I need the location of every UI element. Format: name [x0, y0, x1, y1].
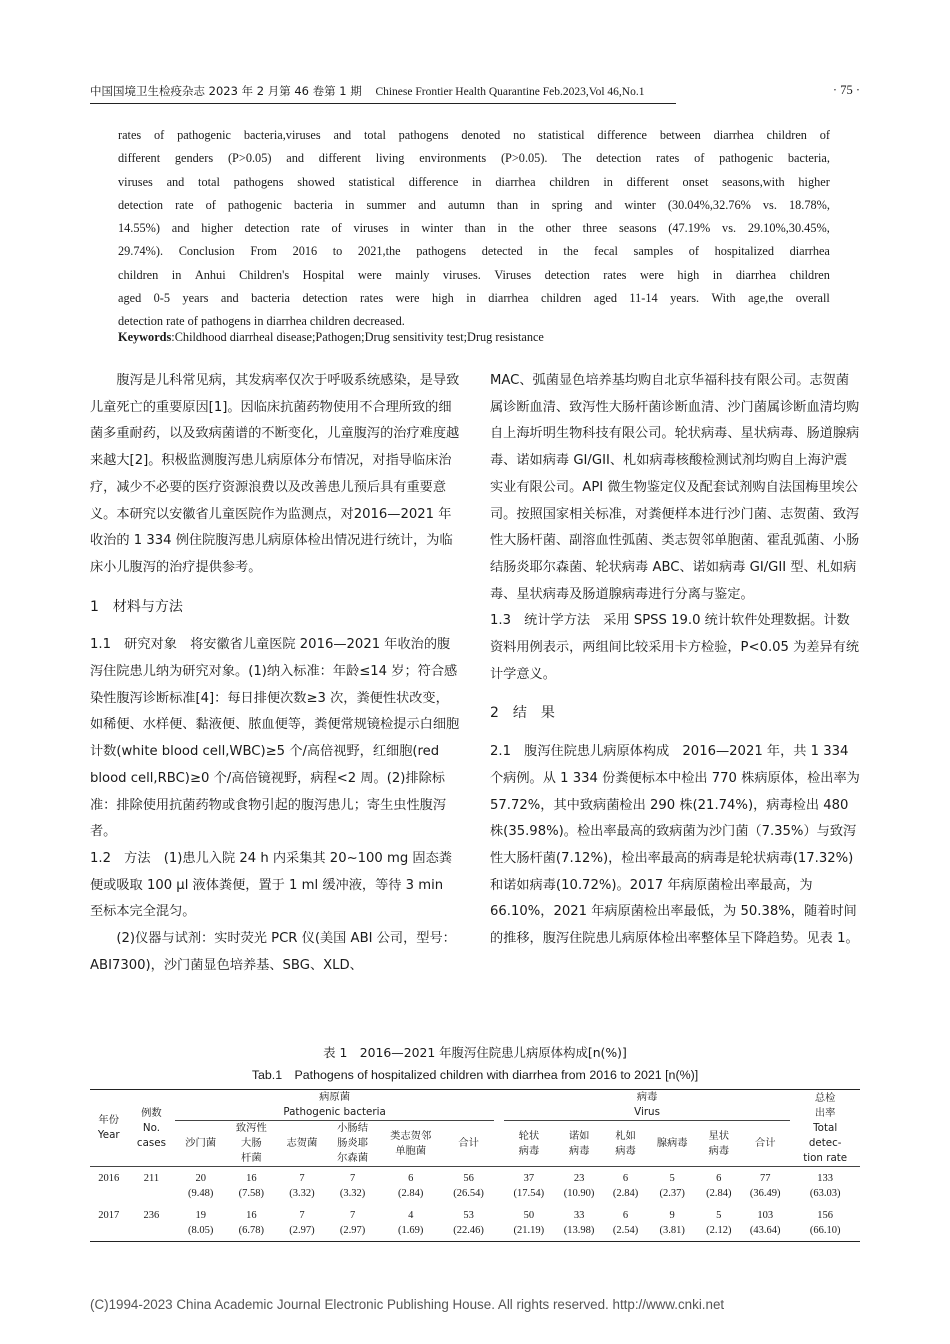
abstract-word: autumn — [447, 197, 485, 212]
year-cell: 2017 — [90, 1204, 127, 1242]
abstract-word: detection — [596, 151, 642, 166]
abstract-word: of — [694, 151, 705, 166]
abstract-word: higher — [201, 221, 233, 236]
abstract-word: environments — [419, 151, 487, 166]
column-header-line: 类志贺邻 — [390, 1129, 432, 1142]
abstract-word: samples — [633, 244, 674, 259]
abstract-word: different — [118, 151, 161, 166]
count-cell: 6 — [408, 1173, 414, 1184]
percent-cell: (9.48) — [188, 1188, 214, 1199]
abstract-word: rate — [175, 197, 194, 212]
abstract-word: of — [819, 128, 830, 142]
subheader-row — [90, 1121, 860, 1167]
abstract-word: difference — [597, 128, 648, 142]
journal-line — [90, 83, 676, 104]
column-header-line: 诺如 — [568, 1129, 590, 1142]
abstract-word: and — [594, 197, 613, 212]
abstract-word: vs. — [762, 197, 777, 212]
col-cases — [127, 1090, 175, 1167]
abstract-word: 29.10%,30.45%, — [747, 221, 830, 236]
bacteria-column-header — [327, 1121, 378, 1167]
abstract-line — [118, 217, 830, 240]
percent-cell: (43.64) — [740, 1223, 790, 1242]
column-header-line: 致泻性 — [235, 1122, 267, 1134]
col-total-label: 出率 — [814, 1106, 836, 1119]
abstract-word: in — [472, 174, 482, 189]
column-header-line: 杆菌 — [241, 1152, 262, 1164]
abstract-word: high — [677, 267, 700, 282]
column-header-line: 札如 — [615, 1129, 636, 1142]
count-cell: 56 — [463, 1173, 474, 1184]
percent-cell: (3.81) — [647, 1223, 698, 1242]
table-row-percent — [90, 1186, 860, 1204]
col-total-label: Total — [813, 1121, 838, 1134]
abstract-word: (P>0.05) — [227, 151, 272, 166]
abstract-word: three — [582, 221, 608, 236]
percent-cell: (1.69) — [378, 1223, 444, 1242]
abstract-word: (P>0.05). — [500, 151, 548, 166]
percent-cell: (26.54) — [453, 1188, 484, 1199]
percent-cell: (7.58) — [238, 1188, 265, 1199]
abstract-word: pathogens — [416, 244, 467, 259]
pathogen-table — [90, 1089, 860, 1242]
body-column-right — [490, 368, 860, 953]
abstract-word: viruses — [353, 221, 389, 236]
cases-cell: 236 — [127, 1204, 175, 1242]
body-paragraph: 1.2 方法 (1)患儿入院 24 h 内采集其 20~100 mg 固态粪便或吸取 100 μl 液体粪便，置于 1 ml 缓冲液，等待 3 min 至标本完全混匀。 — [90, 850, 452, 920]
percent-cell: (2.97) — [277, 1223, 328, 1242]
count-cell: 16 — [246, 1210, 257, 1221]
abstract-word: aged — [593, 291, 617, 306]
body-paragraph: (2)仪器与试剂：实时荧光 PCR 仪(美国 ABI 公司，型号：ABI7300)，沙门菌显色培养基、SBG、XLD、 — [90, 931, 456, 973]
column-header-line: 病毒 — [708, 1144, 730, 1157]
abstract-word: diarrhea — [735, 267, 777, 282]
count-cell: 77 — [759, 1173, 771, 1184]
abstract-word: onset — [682, 174, 709, 189]
abstract-word: higher — [798, 174, 830, 189]
abstract-word: rates — [359, 291, 384, 306]
cases-cell: 211 — [143, 1173, 160, 1184]
abstract-word: diarrhea — [789, 244, 830, 259]
abstract-word: 18.78%, — [788, 197, 830, 212]
virus-column-header — [604, 1121, 647, 1167]
column-header-line: 合计 — [754, 1137, 776, 1149]
abstract-word: bacteria — [293, 197, 333, 212]
column-header-line: 尔森菌 — [337, 1152, 369, 1164]
percent-cell: (2.12) — [697, 1223, 740, 1242]
abstract-word: between — [659, 128, 701, 142]
abstract-word: Children's — [239, 267, 290, 282]
percent-cell: (63.03) — [809, 1188, 841, 1199]
virus-column-header — [647, 1121, 698, 1167]
copyright-footer: (C)1994-2023 China Academic Journal Electronic Publishing House. All rights reserved. http://www.cnki.net — [90, 1297, 725, 1312]
percent-cell: (13.98) — [554, 1223, 604, 1242]
abstract-word: different — [318, 151, 361, 166]
percent-cell: (22.46) — [443, 1223, 493, 1242]
col-cases-label: No. — [142, 1121, 160, 1134]
count-cell: 7 — [349, 1173, 356, 1184]
count-cell: 19 — [195, 1210, 206, 1221]
abstract-word: than — [496, 197, 519, 212]
abstract-word: the — [518, 221, 534, 236]
abstract-word: the — [563, 244, 579, 259]
abstract-line — [118, 147, 830, 170]
abstract-word: of — [688, 244, 699, 259]
section-heading: 1 材料与方法 — [90, 598, 183, 615]
col-year-label: Year — [97, 1129, 120, 1141]
abstract-word: and — [333, 128, 352, 142]
abstract-word: and — [166, 174, 185, 189]
abstract-word: rates — [656, 151, 680, 166]
abstract-word: detection — [118, 197, 164, 212]
abstract-word: 2016 — [292, 244, 318, 259]
keywords — [118, 330, 830, 345]
journal-title-cn: 中国国境卫生检疫杂志 2023 年 2 月第 46 卷第 1 期 — [90, 84, 362, 98]
abstract-line — [118, 194, 830, 217]
abstract-word: in — [530, 197, 540, 212]
abstract-word: With — [711, 291, 736, 306]
bacteria-column-header — [277, 1121, 328, 1167]
column-header-line: 轮状 — [518, 1129, 540, 1142]
column-header-line: 志贺菌 — [286, 1137, 318, 1149]
abstract-word: in — [466, 291, 476, 306]
bacteria-column-header — [226, 1121, 277, 1167]
abstract-word: and — [171, 221, 190, 236]
col-total-label: 总检 — [814, 1091, 836, 1104]
column-header-line: 沙门菌 — [185, 1137, 217, 1149]
abstract-word: children — [766, 128, 807, 142]
count-cell: 23 — [573, 1173, 585, 1184]
bacteria-group-label: 病原菌 — [319, 1091, 351, 1103]
abstract-word: pathogenic — [177, 128, 232, 142]
column-header-line: 病毒 — [615, 1144, 636, 1157]
body-paragraph: MAC、弧菌显色培养基均购自北京华福科技有限公司。志贺菌属诊断血清、致泻性大肠杆菌诊断血清、沙门菌属诊断血清均购自上海圻明生物科技有限公司。轮状病毒、星状病毒、肠道腺病毒、诺如病毒 GI/GII、札如病毒核酸检测试剂均购自上海沪震实业有限公司。API 微生物鉴定仪及配套试剂购自法国梅里埃公司。按照国家相关标准，对粪便样本进行沙门菌、志贺菌、致泻性大肠杆菌、副溶血性弧菌、类志贺邻单胞菌、霍乱弧菌、小肠结肠炎耶尔森菌、轮状病毒 ABC、诺如病毒 GI/GII 型、札如病毒、星状病毒及肠道腺病毒进行分离与鉴定。 — [490, 373, 860, 602]
keywords-text: :Childhood diarrheal disease;Pathogen;Drug sensitivity test;Drug resistance — [171, 330, 544, 344]
abstract-word: diarrhea — [713, 128, 754, 142]
count-cell: 103 — [757, 1210, 774, 1221]
virus-column-header — [740, 1121, 790, 1167]
col-year-label: 年份 — [98, 1114, 120, 1126]
abstract-word: denoted — [461, 128, 501, 142]
abstract-word: were — [357, 267, 382, 282]
percent-cell: (2.54) — [604, 1223, 647, 1242]
abstract-word: no — [513, 128, 526, 142]
abstract-word: of — [205, 197, 216, 212]
table-row — [90, 1167, 860, 1187]
abstract-word: 29.74%). — [118, 244, 164, 259]
percent-cell: (3.32) — [339, 1188, 366, 1199]
column-header-line: 星状 — [708, 1129, 730, 1142]
column-header-line: 病毒 — [568, 1144, 590, 1157]
percent-cell: (2.37) — [659, 1188, 685, 1199]
abstract-word: fecal — [594, 244, 618, 259]
abstract-word: hospitalized — [714, 244, 775, 259]
table-row-percent — [90, 1223, 860, 1242]
virus-group-label: 病毒 — [636, 1091, 658, 1103]
abstract-word: in — [344, 197, 355, 212]
abstract-word: (47.19% — [668, 221, 711, 236]
percent-cell: (10.90) — [563, 1188, 595, 1199]
body-column-left — [90, 368, 460, 979]
bacteria-column-header — [443, 1121, 493, 1167]
table-caption-cn: 表 1 2016—2021 年腹泻住院患儿病原体构成[n(%)] — [323, 1045, 627, 1060]
abstract-word: were — [395, 291, 420, 306]
abstract-word: seasons,with — [722, 174, 785, 189]
bacteria-group-header — [175, 1090, 493, 1121]
abstract-word: detection — [244, 221, 290, 236]
abstract-word: and — [418, 197, 436, 212]
count-cell: 7 — [349, 1210, 356, 1221]
bacteria-column-header — [378, 1121, 444, 1167]
abstract-word: years. — [670, 291, 700, 306]
abstract-word: total — [364, 128, 386, 142]
abstract-word: (30.04%,32.76% — [667, 197, 751, 212]
abstract-word: viruses — [118, 174, 153, 189]
abstract-word: statistical — [538, 128, 585, 142]
count-cell: 133 — [817, 1173, 834, 1184]
percent-cell: (2.84) — [612, 1188, 639, 1199]
body-paragraph: 腹泻是儿科常见病，其发病率仅次于呼吸系统感染，是导致儿童死亡的重要原因[1]。因临床抗菌药物使用不合理所致的细菌多重耐药，以及致病菌谱的不断变化，儿童腹泻的治疗难度越来越大[2]。积极监测腹泻患儿病原体分布情况，对指导临床治疗，减少不必要的医疗资源浪费以及改善患儿预后具有重要意义。本研究以安徽省儿童医院作为监测点，对2016—2021 年收治的 1 334 例住院腹泻患儿病原体检出情况进行统计，为临床小儿腹泻的治疗提供参考。 — [90, 373, 460, 575]
abstract-word: of — [331, 221, 342, 236]
abstract-word: rates — [118, 128, 142, 142]
abstract-word: Conclusion — [178, 244, 235, 259]
abstract-word: in — [712, 267, 723, 282]
abstract-word: Hospital — [302, 267, 345, 282]
abstract-word: and — [220, 291, 239, 306]
abstract-word: high — [431, 291, 454, 306]
count-cell: 6 — [622, 1173, 629, 1184]
abstract-word: bacteria, — [787, 151, 830, 166]
virus-group-label: Virus — [634, 1106, 660, 1118]
count-cell: 9 — [669, 1210, 675, 1221]
abstract-word: children — [118, 267, 159, 282]
virus-column-header — [554, 1121, 604, 1167]
abstract-word: rate — [301, 221, 320, 236]
abstract-line — [118, 287, 830, 310]
section-heading: 2 结 果 — [490, 705, 555, 722]
abstract-word: 0-5 — [153, 291, 171, 306]
abstract-word: overall — [795, 291, 830, 306]
abstract-word: 2021,the — [357, 244, 401, 259]
abstract-line — [118, 264, 830, 287]
percent-cell: (36.49) — [749, 1188, 781, 1199]
abstract-word: pathogenic — [227, 197, 282, 212]
abstract-word: children — [541, 291, 582, 306]
percent-cell: (2.97) — [327, 1223, 378, 1242]
english-abstract — [118, 124, 830, 334]
percent-cell: (8.05) — [175, 1223, 226, 1242]
count-cell: 16 — [246, 1173, 257, 1184]
count-cell: 4 — [408, 1210, 414, 1221]
abstract-word: were — [639, 267, 664, 282]
abstract-word: genders — [174, 151, 214, 166]
group-gap — [494, 1121, 504, 1167]
count-cell: 20 — [195, 1173, 206, 1184]
abstract-word: Viruses — [494, 267, 532, 282]
count-cell: 5 — [669, 1173, 675, 1184]
percent-cell: (2.84) — [706, 1188, 732, 1199]
abstract-word: showed — [297, 174, 335, 189]
count-cell: 53 — [463, 1210, 474, 1221]
count-cell: 156 — [817, 1210, 834, 1221]
abstract-word: winter — [421, 221, 453, 236]
col-total — [790, 1090, 860, 1167]
abstract-word: children — [789, 267, 830, 282]
abstract-word: detection — [544, 267, 590, 282]
abstract-word: statistical — [348, 174, 395, 189]
abstract-word: Anhui — [194, 267, 226, 282]
virus-column-header — [697, 1121, 740, 1167]
col-cases-label: cases — [136, 1136, 166, 1149]
abstract-word: 11-14 — [629, 291, 658, 306]
keywords-label: Keywords — [118, 330, 172, 344]
abstract-text: detection rate of pathogens in diarrhea children decreased. — [118, 314, 405, 329]
abstract-word: difference — [408, 174, 459, 189]
count-cell: 7 — [299, 1173, 305, 1184]
abstract-word: age,the — [748, 291, 784, 306]
abstract-word: 14.55%) — [118, 221, 161, 236]
abstract-word: viruses. — [442, 267, 481, 282]
abstract-word: other — [545, 221, 571, 236]
abstract-word: different — [626, 174, 669, 189]
group-gap — [494, 1167, 504, 1205]
abstract-line — [118, 171, 830, 194]
body-paragraph: 2.1 腹泻住院患儿病原体构成 2016—2021 年，共 1 334 个病例。从 1 334 份粪便标本中检出 770 株病原体，检出率为 57.72%，其中致病菌检出 290 株(21.74%)，病毒检出 480 株(35.98%)。检出率最高的致病菌为沙门菌（7.35%）与致泻性大肠杆菌(7.12%)，检出率最高的病毒是轮状病毒(17.32%)和诺如病毒(10.72%)。2017 年病原菌检出率最高，为 66.10%，2021 年病原菌检出率最低，为 50.38%，随着时间的推移，腹泻住院患儿病原体检出率整体呈下降趋势。见表 1。 — [490, 744, 860, 947]
count-cell: 6 — [716, 1173, 722, 1184]
abstract-word: and — [286, 151, 304, 166]
count-cell: 6 — [622, 1210, 629, 1221]
abstract-word: diarrhea — [488, 291, 529, 306]
abstract-word: children — [549, 174, 590, 189]
abstract-word: living — [375, 151, 405, 166]
abstract-word: detection — [302, 291, 348, 306]
col-cases-label: 例数 — [141, 1106, 162, 1119]
col-year — [90, 1090, 127, 1167]
page-number: · 75 · — [832, 83, 860, 97]
abstract-word: in — [497, 221, 508, 236]
abstract-word: mainly — [395, 267, 430, 282]
abstract-word: total — [198, 174, 220, 189]
bacteria-column-header — [175, 1121, 226, 1167]
year-cell: 2016 — [98, 1173, 120, 1184]
table-row — [90, 1204, 860, 1223]
abstract-word: aged — [118, 291, 142, 306]
abstract-word: in — [400, 221, 410, 236]
column-header-line: 大肠 — [241, 1137, 262, 1149]
abstract-word: detected — [481, 244, 523, 259]
abstract-word: winter — [624, 197, 656, 212]
col-total-label: detec- — [808, 1136, 842, 1149]
abstract-word: in — [603, 174, 613, 189]
percent-cell: (66.10) — [790, 1223, 860, 1242]
abstract-word: bacteria — [251, 291, 291, 306]
bacteria-group-label: Pathogenic bacteria — [283, 1106, 386, 1118]
abstract-word: rates — [603, 267, 627, 282]
abstract-word: seasons — [618, 221, 657, 236]
journal-title-en: Chinese Frontier Health Quarantine Feb.2023,Vol 46,No.1 — [375, 86, 645, 98]
percent-cell: (2.84) — [398, 1188, 424, 1199]
column-header-line: 腺病毒 — [656, 1137, 688, 1149]
body-paragraph: 1.1 研究对象 将安徽省儿童医院 2016—2021 年收治的腹泻住院患儿纳为研究对象。(1)纳入标准：年龄≤14 岁；符合感染性腹泻诊断标准[4]：每日排便次数≥3 次，粪便性状改变，如稀便、水样便、黏液便、脓血便等，粪便常规镜检提示白细胞计数(white blood cell,WBC)≥5 个/高倍视野，红细胞(red blood cell,RBC)≥0 个/高倍镜视野，病程<2 周。(2)排除标准：排除使用抗菌药物或食物引起的腹泻患儿；寄生虫性腹泻者。 — [90, 637, 460, 840]
group-gap — [494, 1090, 504, 1121]
virus-group-header — [504, 1090, 791, 1121]
running-header — [90, 83, 860, 104]
column-header-line: 小肠结 — [337, 1122, 369, 1134]
abstract-line — [118, 240, 830, 263]
percent-cell: (6.78) — [226, 1223, 277, 1242]
percent-cell: (3.32) — [289, 1188, 315, 1199]
abstract-word: than — [464, 221, 486, 236]
table-caption-en: Tab.1 Pathogens of hospitalized children with diarrhea from 2016 to 2021 [n(%)] — [251, 1068, 699, 1082]
column-header-line: 单胞菌 — [395, 1144, 427, 1157]
abstract-word: summer — [366, 197, 407, 212]
abstract-word: diarrhea — [495, 174, 536, 189]
abstract-word: in — [171, 267, 182, 282]
count-cell: 5 — [716, 1210, 722, 1221]
col-total-label: tion rate — [803, 1151, 848, 1164]
count-cell: 37 — [523, 1173, 535, 1184]
column-header-line: 肠炎耶 — [337, 1137, 369, 1149]
body-paragraph: 1.3 统计学方法 采用 SPSS 19.0 统计软件处理数据。计数资料用例表示，两组间比较采用卡方检验，P<0.05 为差异有统计学意义。 — [490, 613, 860, 682]
group-gap — [494, 1204, 504, 1242]
abstract-word: spring — [551, 197, 583, 212]
abstract-word: years — [182, 291, 209, 306]
virus-column-header — [504, 1121, 554, 1167]
abstract-word: in — [538, 244, 548, 259]
abstract-word: to — [332, 244, 343, 259]
count-cell: 7 — [299, 1210, 305, 1221]
abstract-word: bacteria,viruses — [243, 128, 321, 142]
abstract-word: vs. — [722, 221, 737, 236]
abstract-word: The — [562, 151, 582, 166]
abstract-word: From — [250, 244, 277, 259]
abstract-word: of — [154, 128, 165, 142]
count-cell: 33 — [573, 1210, 585, 1221]
percent-cell: (17.54) — [513, 1188, 545, 1199]
percent-cell: (21.19) — [504, 1223, 554, 1242]
count-cell: 50 — [523, 1210, 535, 1221]
column-header-line: 合计 — [458, 1137, 479, 1149]
abstract-word: pathogens — [233, 174, 284, 189]
abstract-word: pathogens — [398, 128, 449, 142]
abstract-word: pathogenic — [719, 151, 774, 166]
column-header-line: 病毒 — [518, 1144, 540, 1157]
abstract-line — [118, 124, 830, 147]
